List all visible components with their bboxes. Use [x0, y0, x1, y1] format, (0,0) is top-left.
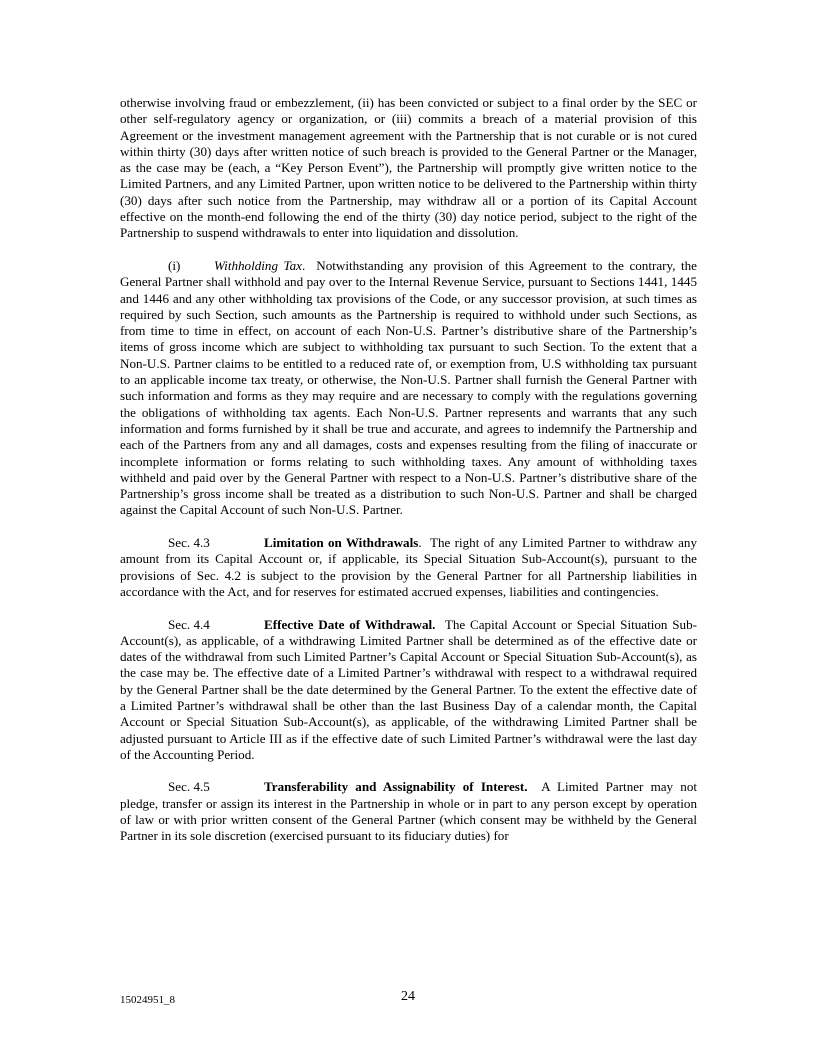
section-text: A Limited Partner may not pledge, transfer or assign its interest in the Partnership in whole or in part to any person except by operation of law or with prior written consent of the General Partner (which consent may be withheld by the General Partner in its sole discretion (exercised pursuant to its fiduciary duties) for	[120, 779, 697, 844]
section-heading: Limitation on Withdrawals	[264, 535, 419, 551]
section-number: Sec. 4.3	[168, 535, 210, 551]
section-heading: Effective Date of Withdrawal.	[264, 616, 436, 632]
paragraph-text: otherwise involving fraud or embezzlement, (ii) has been convicted or subject to a final order by the SEC or other self-regulatory agency or organization, or (iii) commits a breach of a material provision of this Agreement or the investment management agreement with the Partnership that is not curable or is not cured within thirty (30) days after written notice of such breach is provided to the General Partner or the Manager, as the case may be (each, a “Key Person Event”), the Partnership will promptly give written notice to the Limited Partners, and any Limited Partner, upon written notice to be delivered to the Partnership within thirty (30) days after such notice from the Partnership, may withdraw all or a portion of its Capital Account effective on the month-end following the end of the thirty (30) day notice period, subject to the right of the Partnership to suspend withdrawals to enter into liquidation and dissolution.	[120, 95, 697, 241]
paragraph-key-person-event	[120, 95, 697, 242]
section-4-5	[120, 779, 697, 844]
section-number: Sec. 4.4	[168, 616, 210, 632]
footer-document-id: 15024951_8	[120, 994, 175, 1006]
section-4-3: Sec. 4.3 Limitation on Withdrawals. The right of any Limited Partner to withdraw any amount from its Capital Account or, if applicable, its Special Situation Sub-Account(s), pursuant to the provisions of Sec. 4.2 is subject to the provision by the General Partner for all Partnership liabilities in accordance with the Act, and for reserves for estimated accrued expenses, liabilities and contingencies.	[120, 535, 697, 599]
paragraph-heading: Withholding Tax	[214, 257, 302, 273]
footer-page-number: 24	[401, 989, 415, 1004]
section-number: Sec. 4.5	[168, 779, 210, 795]
section-heading: Transferability and Assignability of Interest.	[264, 779, 528, 795]
section-4-4	[120, 617, 697, 764]
section-text: The right of any Limited Partner to withdraw any amount from its Capital Account or, if applicable, its Special Situation Sub-Account(s), pursuant to the provisions of Sec. 4.2 is subject to the provision by the General Partner for all Partnership liabilities in accordance with the Act, and for reserves for estimated accrued expenses, liabilities and contingencies.	[120, 535, 697, 599]
paragraph-label: (i)	[168, 257, 181, 273]
section-text: The Capital Account or Special Situation Sub-Account(s), as applicable, of a withdrawing Limited Partner shall be determined as of the effective date or dates of the withdrawal from such Limited Partner’s Capital Account or Special Situation Sub-Account(s), as the case may be. The effective date of a Limited Partner’s withdrawal with respect to a withdrawal required by the General Partner shall be the date determined by the General Partner. To the extent the effective date of a Limited Partner’s withdrawal shall be other than the last Business Day of a calendar month, the Capital Account or Special Situation Sub-Account(s), as applicable, of the withdrawing Limited Partner shall be adjusted pursuant to Article III as if the effective date of such Limited Partner’s withdrawal were the last day of the Accounting Period.	[120, 616, 698, 762]
paragraph-withholding-tax: (i) Withholding Tax. Notwithstanding any provision of this Agreement to the contrary, the General Partner shall withhold and pay over to the Internal Revenue Service, pursuant to Sections 1441, 1445 and 1446 and any other withholding tax provisions of the Code, or any successor provision, at such times as required by such Section, such amounts as the Partnership is required to withhold under such Sections, as from time to time in effect, on account of each Non-U.S. Partner’s distributive share of the Partnership’s items of gross income which are subject to withholding tax pursuant to such Section. To the extent that a Non-U.S. Partner claims to be entitled to a reduced rate of, or exemption from, U.S withholding tax pursuant to an applicable income tax treaty, or otherwise, the Non-U.S. Partner shall furnish the General Partner with such information and forms as they may require and are necessary to comply with the regulations governing the obligations of withholding tax agents. Each Non-U.S. Partner represents and warrants that any such information and forms furnished by it shall be true and accurate, and agrees to indemnify the Partnership and each of the Partners from any and all damages, costs and expenses resulting from the filing of inaccurate or incomplete information or forms relating to such withholding taxes. Any amount of withholding taxes withheld and paid over by the General Partner with respect to a Non-U.S. Partner’s distributive share of the Partnership’s gross income shall be treated as a distribution to such Non-U.S. Partner and shall be charged against the Capital Account of such Non-U.S. Partner.	[120, 257, 697, 518]
paragraph-text: Notwithstanding any provision of this Agreement to the contrary, the General Partner shall withhold and pay over to the Internal Revenue Service, pursuant to Sections 1441, 1445 and 1446 and any other withholding tax provisions of the Code, or any successor provision, at such times as required by such Section, such amounts as the Partnership is required to withhold under such Sections, as from time to time in effect, on account of each Non-U.S. Partner’s distributive share of the Partnership’s items of gross income which are subject to withholding tax pursuant to such Section. To the extent that a Non-U.S. Partner claims to be entitled to a reduced rate of, or exemption from, U.S withholding tax pursuant to an applicable income tax treaty, or otherwise, the Non-U.S. Partner shall furnish the General Partner with such information and forms as they may require and are necessary to comply with the regulations governing the obligations of withholding tax agents. Each Non-U.S. Partner represents and warrants that any such information and forms furnished by it shall be true and accurate, and agrees to indemnify the Partnership and each of the Partners from any and all damages, costs and expenses resulting from the filing of inaccurate or incomplete information or forms relating to such withholding taxes. Any amount of withholding taxes withheld and paid over by the General Partner with respect to a Non-U.S. Partner’s distributive share of the Partnership’s gross income shall be treated as a distribution to such Non-U.S. Partner and shall be charged against the Capital Account of such Non-U.S. Partner.	[120, 257, 697, 518]
document-body	[120, 95, 697, 861]
